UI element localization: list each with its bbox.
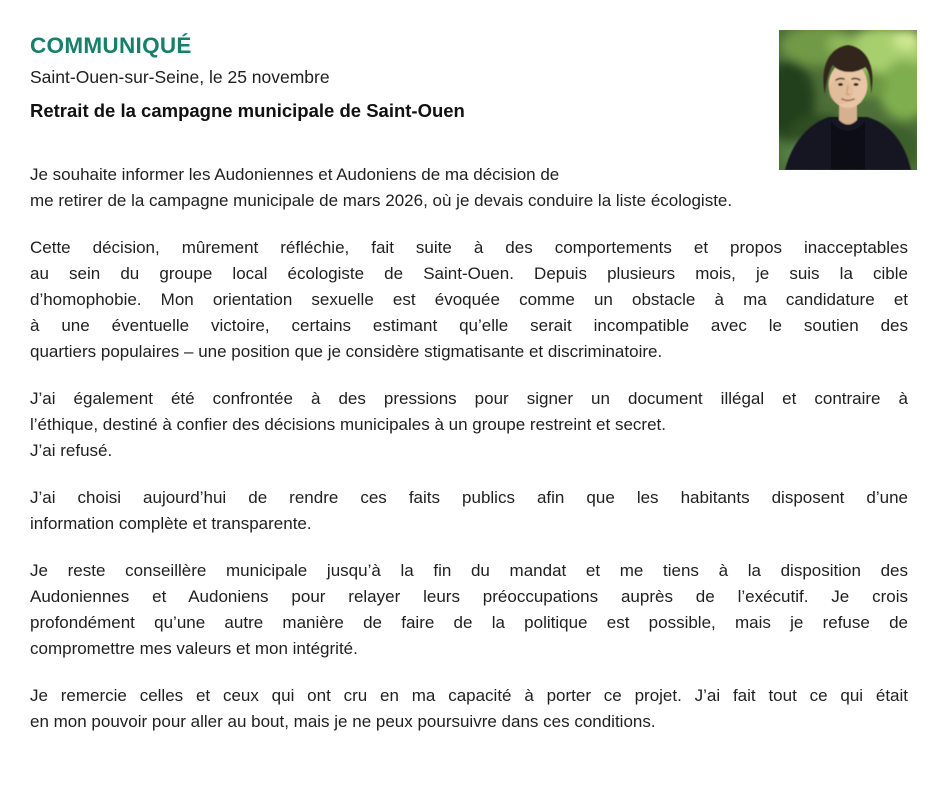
text-line: au sein du groupe local écologiste de Saint-Ouen. Depuis plusieurs mois, je suis la cible: [30, 264, 908, 283]
text-line: me retirer de la campagne municipale de mars 2026, où je devais conduire la liste écologiste.: [30, 191, 733, 210]
text-line: Audoniennes et Audoniens pour relayer leurs préoccupations auprès de l’exécutif. Je crois: [30, 587, 908, 606]
text-line: Je souhaite informer les Audoniennes et Audoniens de ma décision de: [30, 165, 560, 184]
paragraph: [30, 162, 908, 214]
dateline: Saint-Ouen-sur-Seine, le 25 novembre: [30, 67, 330, 87]
paragraph: [30, 235, 908, 365]
text-line: J’ai refusé.: [30, 441, 113, 460]
portrait-photo: [779, 30, 917, 170]
paragraph: [30, 386, 908, 464]
text-line: Je reste conseillère municipale jusqu’à la fin du mandat et me tiens à la disposition des: [30, 561, 908, 580]
text-line: compromettre mes valeurs et mon intégrité.: [30, 639, 358, 658]
text-line: J’ai également été confrontée à des pressions pour signer un document illégal et contraire à: [30, 389, 908, 408]
header: [30, 33, 908, 124]
text-line: information complète et transparente.: [30, 514, 312, 533]
text-line: à une éventuelle victoire, certains estimant qu’elle serait incompatible avec le soutien des: [30, 316, 908, 335]
headline: Retrait de la campagne municipale de Saint-Ouen: [30, 100, 465, 121]
text-line: quartiers populaires – une position que je considère stigmatisante et discriminatoire.: [30, 342, 663, 361]
paragraph: [30, 485, 908, 537]
text-line: d’homophobie. Mon orientation sexuelle est évoquée comme un obstacle à ma candidature et: [30, 290, 908, 309]
paragraph: [30, 683, 908, 735]
text-line: Cette décision, mûrement réfléchie, fait suite à des comportements et propos inacceptables: [30, 238, 908, 257]
text-line: en mon pouvoir pour aller au bout, mais je ne peux poursuivre dans ces conditions.: [30, 712, 656, 731]
text-line: profondément qu’une autre manière de faire de la politique est possible, mais je refuse de: [30, 613, 908, 632]
kicker-communique: COMMUNIQUÉ: [30, 33, 192, 58]
document-body: [30, 162, 908, 735]
text-line: J’ai choisi aujourd’hui de rendre ces faits publics afin que les habitants disposent d’une: [30, 488, 908, 507]
paragraph: [30, 558, 908, 662]
text-line: Je remercie celles et ceux qui ont cru en ma capacité à porter ce projet. J’ai fait tout ce qui était: [30, 686, 908, 705]
text-line: l’éthique, destiné à confier des décisions municipales à un groupe restreint et secret.: [30, 415, 666, 434]
